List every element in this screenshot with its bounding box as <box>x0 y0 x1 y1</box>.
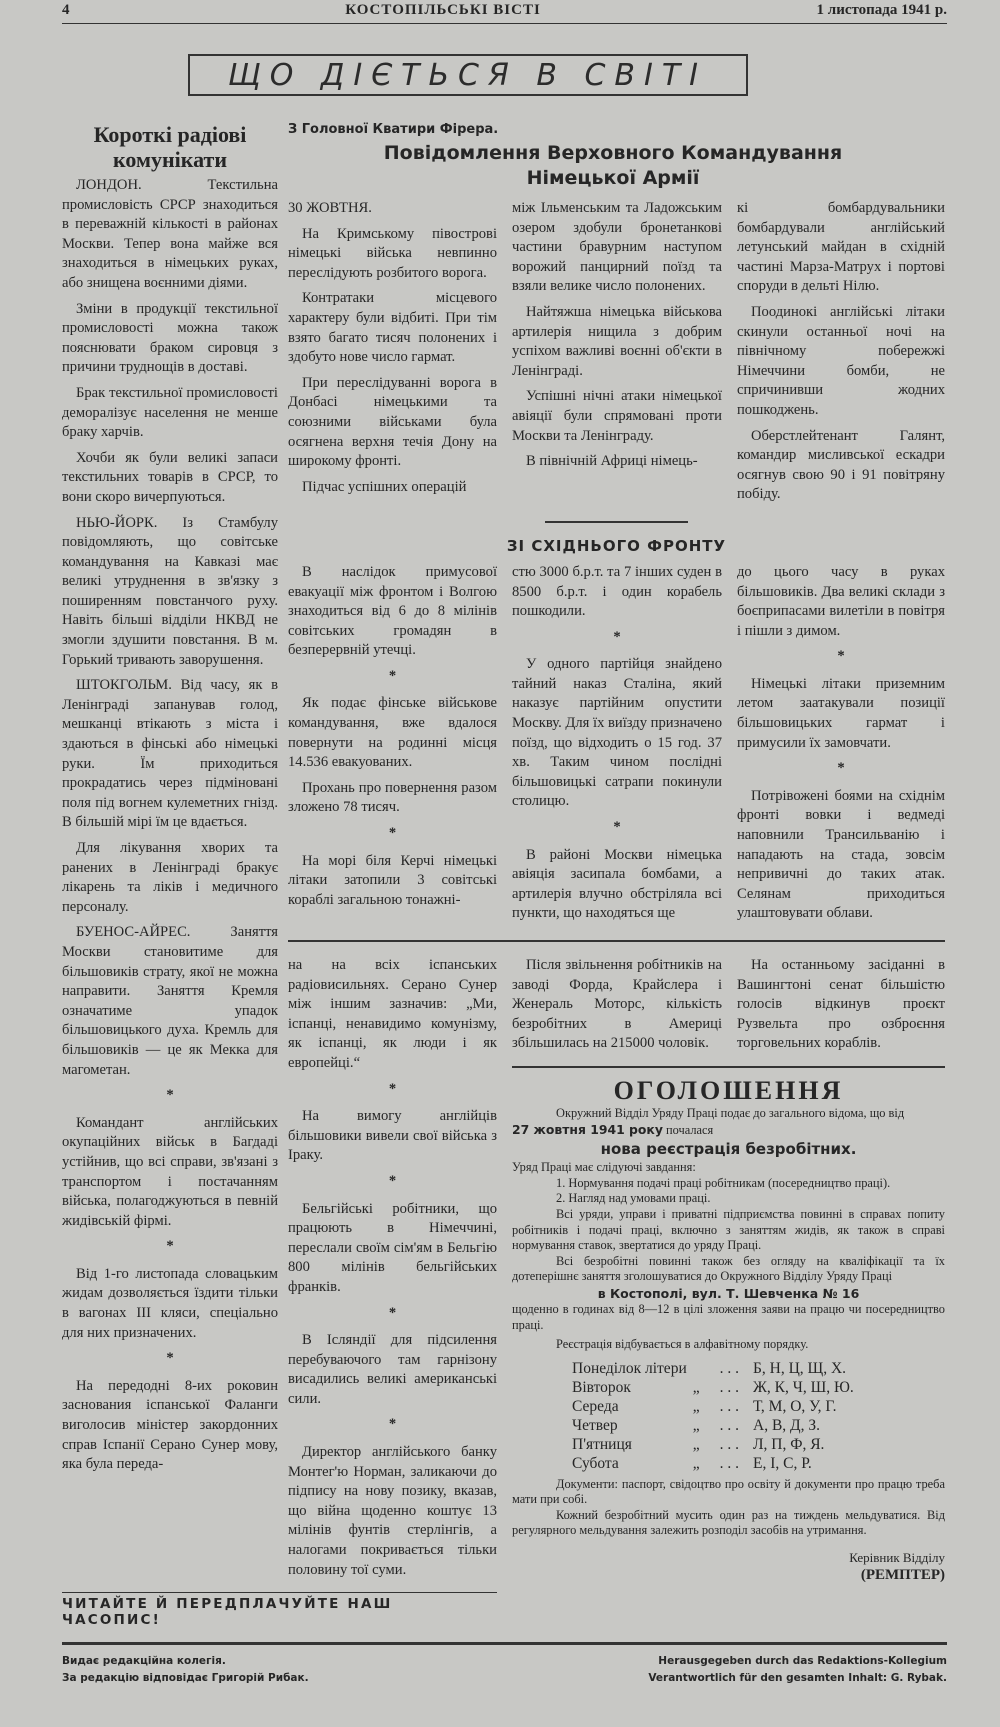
east-front-headline: ЗІ СХІДНЬОГО ФРОНТУ <box>506 536 727 555</box>
paragraph: Зміни в продукції текстильної промисловості можна також пояснювати браком сировця з причини труднощів в доставі. <box>62 300 278 376</box>
paragraph: В районі Москви німецька авіяція засипала бомбами, а артилерія влучно обстріляла всі пункти, що находяться ще <box>512 846 722 922</box>
separator-asterisk: * <box>837 648 845 665</box>
announcement-intro-end: почалася <box>666 1122 714 1137</box>
paragraph: ЛОНДОН. Текстильна промисловість СРСР знаходиться в переважній кількості в районах Москви. Тепер вона майже вся знаходиться в німецьких руках, або знищена воєнними діями. <box>62 177 278 291</box>
paragraph: Найтяжша німецька військова артилерія нищила з добрим успіхом важливі воєнні об'єкти в Ленінграді. <box>512 303 722 379</box>
registration-schedule <box>572 1359 860 1473</box>
paragraph: БУЕНОС-АЙРЕС. Заняття Москви становитиме для більшовиків страту, якої не можна направити. Заняття Кремля означатиме упадок більшовицького духа. Кремль для більшовиків — це як Мекка для магометан. <box>62 924 278 1078</box>
paragraph: Потрівожені боями на східнім фронті вовки і ведмеді наповнили Трансильванію і нападають на стада, зовсім непривичні до таких атак. Селянам приходиться улаштовувати облави. <box>737 787 945 922</box>
paragraph: Бельгійські робітники, що працюють в Німеччині, переслали своїм сім'ям в Бельгію 800 мілінів бельгійських франків. <box>288 1200 497 1295</box>
weekly-note: Кожний безробітний мусить один раз на тиждень мельдуватися. Від регулярного мельдування залежить розподіл засобів на утримання. <box>512 1507 945 1538</box>
paragraph: між Ільменським та Ладожським озером здобули бронетанкові частини бравурним наступом ворожий панцирний поїзд та взяли велике число полонених. <box>512 200 722 295</box>
schedule-dots: . . . <box>719 1378 740 1396</box>
schedule-mark: „ <box>692 1435 700 1453</box>
footer <box>62 1653 947 1727</box>
paragraph: Брак текстильної промисловості деморалізує населення не менше браку харчів. <box>62 384 278 441</box>
east-column-2 <box>512 563 722 930</box>
schedule-mark: „ <box>692 1416 700 1434</box>
schedule-mark: „ <box>692 1397 700 1415</box>
newspaper-page <box>62 0 947 1727</box>
paragraph: На Кримському півострові німецькі війська невпинно переслідують розбитого ворога. <box>288 225 497 281</box>
separator-asterisk: * <box>388 1304 397 1321</box>
paragraph: Директор англійського банку Монтег'ю Норман, заликаючи до підпису на нову позику, вказав, що війна щоденно коштує 13 мілінів фунтів стерлінгів, а налогами покривається тільки половину тої суми. <box>288 1444 497 1578</box>
separator-asterisk: * <box>613 819 621 836</box>
paragraph: до цього часу в руках більшовиків. Два великі склади з боєприпасами вилетіли в повітря і пішли з димом. <box>737 563 945 639</box>
lower-column-3 <box>737 956 945 1060</box>
schedule-letters: Ж, К, Ч, Ш, Ю. <box>753 1378 854 1396</box>
paragraph: На передодні 8-их роковин заснования іспанської Фаланги виголосив міністер закордонних справ Іспанії Серано Сунер мову, яка була переда- <box>62 1377 278 1473</box>
schedule-dots: . . . <box>719 1454 740 1472</box>
task-2: 2. Нагляд над умовами праці. <box>556 1191 711 1206</box>
paragraph: на на всіх іспанських радіовисильнях. Серано Сунер між іншим зазначив: „Ми, іспанці, ненавидимо комунізму, як іспанці, як люди і як европейці.“ <box>288 957 497 1071</box>
schedule-mark: „ <box>692 1378 700 1396</box>
signer-name: (РЕМПТЕР) <box>860 1567 945 1584</box>
signer-title: Керівник Відділу <box>849 1550 945 1566</box>
report-column-3 <box>737 199 945 511</box>
east-column-1 <box>288 563 497 917</box>
divider <box>288 940 945 942</box>
announcement-intro: Окружний Відділ Уряду Праці подає до загального відома, що від <box>556 1105 905 1120</box>
paragraph: Поодинокі англійські літаки скинули останньої ночі на північному побережжі Німеччини бомби, не спричинивши жодних пошкоджень. <box>737 303 945 418</box>
separator-asterisk: * <box>388 667 397 684</box>
schedule-row <box>572 1454 860 1473</box>
divider <box>512 1066 945 1068</box>
separator-asterisk: * <box>837 760 845 777</box>
registration-order: Реєстрація відбувається в алфавітному порядку. <box>556 1337 809 1352</box>
separator-asterisk: * <box>166 1350 174 1367</box>
section-title: ЩО ДІЄТЬСЯ В СВІТІ <box>227 57 708 93</box>
announcement <box>512 1076 945 1585</box>
divider <box>545 521 688 523</box>
paragraph: ШТОКГОЛЬМ. Від часу, як в Ленінграді запанував голод, мешканці втікають з міста і здаються в фінські або німецькі руки. Їм приходиться прокрадатись через підміновані поля під вогнем кулеметних гнізд. В більшій мірі їм це вдається. <box>62 677 278 831</box>
lower-right-columns <box>512 956 945 1060</box>
separator-asterisk: * <box>388 1080 397 1097</box>
schedule-row <box>572 1378 860 1397</box>
paragraph: Командант англійських окупаційних військ в Багдаді устійнив, що всі справи, зв'язані з транспортом і постачанням війська, полагоджуються в певній жидівській фірмі. <box>62 1114 278 1229</box>
schedule-letters: Б, Н, Ц, Щ, Х. <box>753 1359 847 1377</box>
schedule-letters: А, В, Д, З. <box>753 1416 821 1434</box>
schedule-letters: Е, І, С, Р. <box>753 1454 812 1472</box>
paragraph: Німецькі літаки приземним летом заатакували позиції більшовицьких гармат і примусили їх замовчати. <box>737 675 945 751</box>
footer-rule <box>62 1642 947 1645</box>
schedule-day: Субота <box>572 1454 619 1472</box>
tasks-intro: Уряд Праці має слідуючі завдання: <box>512 1160 696 1175</box>
newspaper-title: КОСТОПІЛЬСЬКІ ВІСТІ <box>345 2 541 18</box>
paragraph: 30 ЖОВТНЯ. <box>288 200 372 216</box>
left-column <box>62 122 278 1481</box>
report-source: З Головної Кватири Фірера. <box>288 122 499 137</box>
lower-column-1 <box>288 956 497 1586</box>
paragraph: Підчас успішних операцій <box>302 478 467 495</box>
documents-note: Документи: паспорт, свідоцтво про освіту й документи про працю треба мати при собі. <box>512 1476 945 1507</box>
editor-note: За редакцію відповідає Григорій Рибак. <box>62 1672 309 1685</box>
schedule-mark <box>693 1359 706 1378</box>
paragraph: Для лікування хворих та ранених в Ленінграді бракує лікарень та ліків і медичного персоналу. <box>62 840 278 915</box>
paragraph: Хочби як були великі запаси текстильних товарів в СРСР, то вони скоро вичерпуються. <box>62 449 278 505</box>
schedule-row <box>572 1416 860 1435</box>
paragraph: На вимогу англійців більшовики вивели свої війська з Іраку. <box>288 1108 497 1164</box>
article-body <box>62 176 278 1475</box>
page-header <box>62 2 947 24</box>
paragraph: В наслідок примусової евакуації між фронтом і Волгою знаходиться від 6 до 8 мілінів совітських громадян в безперервній утечці. <box>288 563 497 659</box>
report-column-2 <box>512 199 722 478</box>
paragraph: Успішні нічні атаки німецької авіяції були спрямовані проти Москви та Ленінграду. <box>512 388 722 444</box>
page-number: 4 <box>62 2 70 18</box>
east-column-3 <box>737 563 945 930</box>
announcement-date: 27 жовтня 1941 року <box>512 1121 663 1137</box>
schedule-day: Четвер <box>572 1416 618 1434</box>
paragraph: На останньому засіданні в Вашингтоні сенат більшістю голосів відкинув проєкт Рузвельта про озброєння торговельних кораблів. <box>737 957 945 1052</box>
schedule-row <box>572 1359 860 1378</box>
schedule-row <box>572 1397 860 1416</box>
lower-column-2 <box>512 956 722 1060</box>
separator-asterisk: * <box>388 825 397 842</box>
announcement-paragraph: Всі безробітні повинні також без огляду на кваліфікації та їх дотеперішнє заняття зголошуватися до Окружного Відділу Уряду Праці <box>512 1253 945 1284</box>
schedule-day: Понеділок літери <box>572 1359 687 1377</box>
subscribe-slogan: ЧИТАЙТЕ Й ПЕРЕДПЛАЧУЙТЕ НАШ ЧАСОПИС! <box>62 1592 497 1628</box>
report-column-1 <box>288 199 497 503</box>
announcement-paragraph: Всі уряди, управи і приватні підприємства повинні в справах попиту робітників і подачі праці, включно з заняттям жидів, як також в справі нормування ставок, звертатися до уряду Праці. <box>512 1206 945 1253</box>
lower-section <box>288 956 945 1586</box>
paragraph: Як подає фінське військове командування, вже вдалося повернути на родинні місця 14.536 евакуованих. <box>288 695 497 771</box>
announcement-title: ОГОЛОШЕННЯ <box>613 1075 844 1105</box>
paragraph: НЬЮ-ЙОРК. Із Стамбулу повідомляють, що совітське командування на Кавказі має великі утруднення в зв'язку з поширенням повстанчого руху. Навіть більші відділи НКВД не змогли здушити повстання. В м. Горький тривають заворушення. <box>62 514 278 668</box>
schedule-mark: „ <box>692 1454 700 1472</box>
paragraph: Після звільнення робітників на заводі Форда, Крайслера і Женераль Моторс, кількість безробітних в Америці збільшилась на 215000 чоловік. <box>512 957 722 1052</box>
schedule-dots: . . . <box>719 1435 740 1453</box>
separator-asterisk: * <box>613 628 621 645</box>
paragraph: В північній Африці німець- <box>526 453 698 470</box>
footer-right <box>648 1653 947 1687</box>
paragraph: Контратаки місцевого характеру були відбиті. При тім взято багато тисяч полонених і здобуто нове число гармат. <box>288 290 497 366</box>
separator-asterisk: * <box>166 1087 174 1104</box>
announcement-subtitle: нова реєстрація безробітних. <box>600 1140 857 1159</box>
schedule-row <box>572 1435 860 1454</box>
schedule-dots: . . . <box>719 1416 740 1434</box>
paragraph: Від 1-го листопада словацьким жидам дозволяється їздити тільки в вагонах III кляси, спеціально для них призначених. <box>62 1265 278 1341</box>
paragraph: На морі біля Керчі німецькі літаки затопили 3 совітські кораблі загальною тонажні- <box>288 852 497 908</box>
paragraph: В Ісляндії для підсилення перебуваючого там гарнізону висадились великі американські сили. <box>288 1332 497 1407</box>
right-area <box>288 122 945 1586</box>
paragraph: У одного партійця знайдено тайний наказ Сталіна, який наказує партійним опустити Москву. Для їх виїзду призначено поїзд, що відходить о 15 год. 37 хв. Таким чином послідні більшовицькі сатрапи покинули столицю. <box>512 656 722 810</box>
article-title: Короткі радіові комунікати <box>93 122 247 172</box>
paragraph: Прохань про повернення разом зложено 78 тисяч. <box>288 779 497 816</box>
paragraph: стю 3000 б.р.т. та 7 інших суден в 8500 б.р.т. і один корабель пошкодили. <box>512 563 722 620</box>
announcement-paragraph: щоденно в годинах від 8—12 в цілі зложення заяви на працю чи посередництво праці. <box>512 1301 945 1332</box>
schedule-dots: . . . <box>719 1397 740 1415</box>
paragraph: Оберстлейтенант Галянт, командир мисливської ескадри осягнув свою 90 і 91 повітряну побіду. <box>737 427 945 503</box>
schedule-day: Середа <box>572 1397 619 1415</box>
schedule-day: Вівторок <box>572 1378 631 1396</box>
footer-left <box>62 1653 309 1687</box>
paragraph: кі бомбардувальники бомбардували англійський летунський майдан в східній частині Марза-Матрух і портові споруди в дельті Нілю. <box>737 200 945 295</box>
section-banner <box>188 54 748 96</box>
lower-right <box>512 956 945 1585</box>
schedule-letters: Л, П, Ф, Я. <box>753 1435 825 1453</box>
schedule-day: П'ятниця <box>572 1435 632 1453</box>
schedule-dots: . . . <box>719 1359 740 1377</box>
schedule-letters: Т, М, О, У, Г. <box>753 1397 837 1415</box>
separator-asterisk: * <box>388 1416 397 1433</box>
east-columns <box>288 563 945 930</box>
main-content <box>62 122 947 1586</box>
separator-asterisk: * <box>388 1172 397 1189</box>
paragraph: При переслідуванні ворога в Донбасі німецькими та союзними військами була осягнена верхня течія Дону на широкому фронті. <box>288 374 497 470</box>
separator-asterisk: * <box>166 1238 174 1255</box>
editor-note-german: Verantwortlich für den gesamten Inhalt: G. Rybak. <box>648 1672 947 1685</box>
report-headline: Повідомлення Верховного Командування Німецької Армії <box>383 142 843 189</box>
task-1: 1. Нормування подачі праці робітникам (посередництво праці). <box>556 1175 891 1190</box>
publisher-note-german: Herausgegeben durch das Redaktions-Kollegium <box>658 1655 947 1668</box>
issue-date: 1 листопада 1941 р. <box>816 2 947 18</box>
publisher-note: Видає редакційна колегія. <box>62 1655 226 1668</box>
report-columns <box>288 199 945 511</box>
office-address: в Костополі, вул. Т. Шевченка № 16 <box>597 1285 860 1301</box>
